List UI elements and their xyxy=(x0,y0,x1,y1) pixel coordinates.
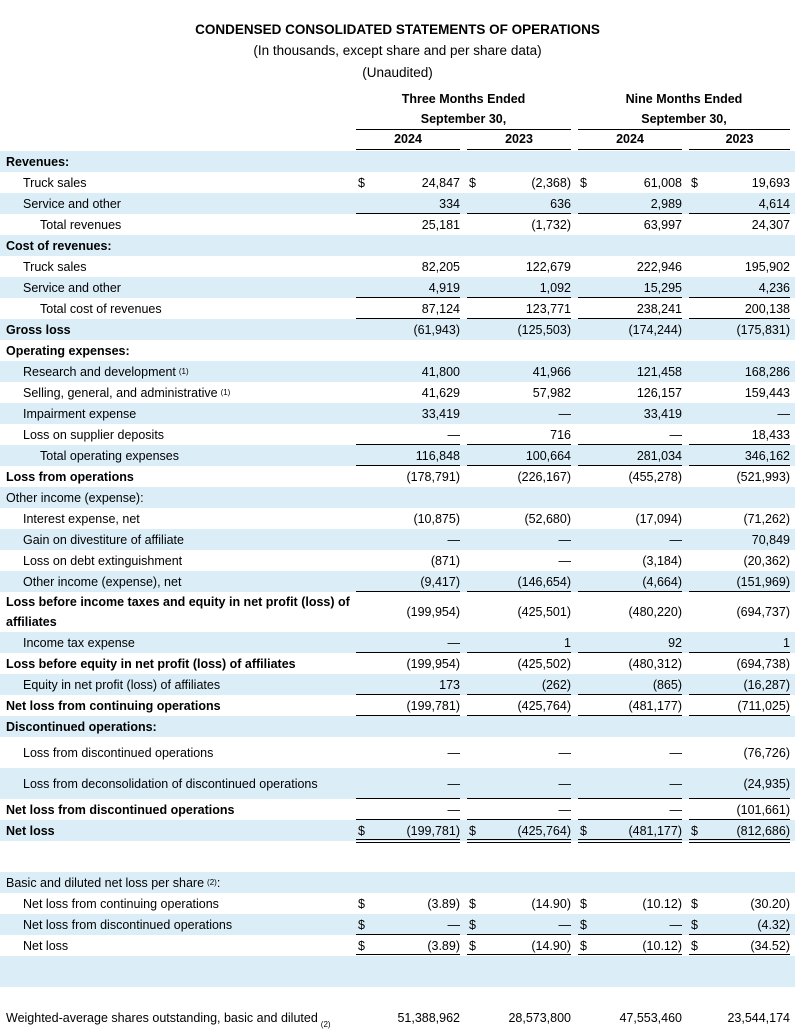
statement-row xyxy=(0,716,795,737)
row-label-text: Service and other xyxy=(23,196,121,211)
row-label-suffix: : xyxy=(216,875,221,890)
period-header-nine-months: Nine Months Ended xyxy=(625,92,743,106)
row-label xyxy=(23,508,140,529)
row-label xyxy=(23,935,68,956)
value-cell: (4,664) xyxy=(642,574,682,589)
row-label-text: Research and development xyxy=(23,364,176,379)
value-cell: (20,362) xyxy=(743,553,790,568)
value-cell: 126,157 xyxy=(636,385,682,400)
value-cell: (10,875) xyxy=(413,511,460,526)
row-label xyxy=(23,914,232,935)
statement-row xyxy=(0,653,795,674)
row-label-text: Other income (expense): xyxy=(6,490,144,505)
row-label xyxy=(23,737,213,768)
value-cell: (14.90) xyxy=(531,896,571,911)
value-cell: 1,092 xyxy=(539,280,571,295)
currency-symbol: $ xyxy=(469,896,476,911)
row-label-text: Operating expenses: xyxy=(6,343,130,358)
value-cell: (480,312) xyxy=(628,656,682,671)
row-label-text: Loss on debt extinguishment xyxy=(23,553,183,568)
row-label-text: Interest expense, net xyxy=(23,511,140,526)
year-rule xyxy=(356,149,460,150)
value-cell: (199,781) xyxy=(406,698,460,713)
statement-row xyxy=(0,737,795,768)
row-label xyxy=(6,151,69,172)
row-label-text: Loss before equity in net profit (loss) of affiliates xyxy=(6,656,296,671)
statement-row xyxy=(0,256,795,277)
value-cell: — xyxy=(669,802,682,817)
value-cell: (76,726) xyxy=(743,745,790,760)
statement-row xyxy=(0,935,795,956)
value-cell: (521,993) xyxy=(736,469,790,484)
value-cell: 18,433 xyxy=(751,427,790,442)
row-label-text: Net loss from continuing operations xyxy=(6,698,221,713)
value-cell: 1 xyxy=(783,635,790,650)
row-label-text: Income tax expense xyxy=(23,635,135,650)
row-label xyxy=(23,529,184,550)
value-cell: 123,771 xyxy=(525,301,571,316)
value-cell: (3.89) xyxy=(427,938,460,953)
value-cell: (24,935) xyxy=(743,776,790,791)
value-cell: — xyxy=(558,553,571,568)
row-label xyxy=(23,632,135,653)
value-cell: (425,501) xyxy=(517,605,571,619)
period-header-three-months-date: September 30, xyxy=(420,112,507,126)
value-cell: 716 xyxy=(550,427,571,442)
statement-row xyxy=(0,550,795,571)
value-cell: (175,831) xyxy=(736,322,790,337)
row-label-text: Total operating expenses xyxy=(40,448,179,463)
statement-row xyxy=(0,298,795,319)
value-cell: — xyxy=(447,532,460,547)
row-label: Research and development (1) xyxy=(23,364,189,379)
row-label-text: Net loss from discontinued operations xyxy=(6,802,235,817)
value-cell: 238,241 xyxy=(636,301,682,316)
value-cell: (199,954) xyxy=(406,605,460,619)
statement-row xyxy=(0,799,795,820)
row-label xyxy=(23,193,121,214)
value-cell: — xyxy=(447,917,460,932)
value-cell: 4,614 xyxy=(758,196,790,211)
row-label xyxy=(23,768,318,799)
row-label xyxy=(6,466,134,487)
row-label xyxy=(40,298,162,319)
currency-symbol: $ xyxy=(691,917,698,932)
row-label xyxy=(23,277,121,298)
value-cell: (694,737) xyxy=(736,605,790,619)
value-cell: 2,989 xyxy=(650,196,682,211)
row-label-text: Truck sales xyxy=(23,259,87,274)
statement-row xyxy=(0,214,795,235)
value-cell: — xyxy=(558,406,571,421)
statement-row xyxy=(0,424,795,445)
value-cell: (1,732) xyxy=(531,217,571,232)
value-cell: 222,946 xyxy=(636,259,682,274)
row-label xyxy=(6,340,130,361)
row-label-text: Loss before income taxes and equity in net profit (loss) of affiliates xyxy=(6,595,350,629)
value-cell: (10.12) xyxy=(642,896,682,911)
value-cell: 636 xyxy=(550,196,571,211)
value-cell: (14.90) xyxy=(531,938,571,953)
value-cell: 87,124 xyxy=(421,301,460,316)
value-cell: (199,954) xyxy=(406,656,460,671)
row-label-text: Discontinued operations: xyxy=(6,719,157,734)
statement-row xyxy=(0,172,795,193)
value-cell: 61,008 xyxy=(643,175,682,190)
value-cell: (52,680) xyxy=(524,511,571,526)
currency-symbol: $ xyxy=(691,938,698,953)
row-label xyxy=(6,820,55,841)
currency-symbol: $ xyxy=(469,175,476,190)
statement-row xyxy=(0,235,795,256)
value-cell: (694,738) xyxy=(736,656,790,671)
statement-row xyxy=(0,361,795,382)
row-label-text: Weighted-average shares outstanding, basic and diluted xyxy=(6,1011,318,1025)
value-cell: (61,943) xyxy=(413,322,460,337)
row-label-text: Net loss xyxy=(23,938,69,953)
row-label xyxy=(40,445,179,466)
currency-symbol: $ xyxy=(580,896,587,911)
row-label-text: Loss from discontinued operations xyxy=(23,745,214,760)
statement-row xyxy=(0,592,795,632)
value-cell: (2,368) xyxy=(531,175,571,190)
value-cell: 51,388,962 xyxy=(397,1011,460,1025)
value-cell: (865) xyxy=(652,677,682,692)
currency-symbol: $ xyxy=(580,938,587,953)
value-cell: 1 xyxy=(564,635,571,650)
row-label-text: Cost of revenues: xyxy=(6,238,112,253)
statement-row xyxy=(0,445,795,466)
value-cell: 28,573,800 xyxy=(508,1011,571,1025)
value-cell: (425,764) xyxy=(517,823,571,838)
statement-row xyxy=(0,466,795,487)
row-label-text: Loss on supplier deposits xyxy=(23,427,165,442)
value-cell: (146,654) xyxy=(517,574,571,589)
row-label xyxy=(6,319,71,340)
statement-row xyxy=(0,695,795,716)
value-cell: 63,997 xyxy=(643,217,682,232)
currency-symbol: $ xyxy=(358,823,365,838)
value-cell: 24,847 xyxy=(421,175,460,190)
value-cell: (125,503) xyxy=(517,322,571,337)
statement-row xyxy=(0,674,795,695)
row-label xyxy=(6,487,144,508)
statement-subtitle: (In thousands, except share and per share data) xyxy=(253,43,542,58)
row-label xyxy=(6,799,235,820)
value-cell: (34.52) xyxy=(750,938,790,953)
statement-row xyxy=(0,956,795,987)
value-cell: — xyxy=(669,776,682,791)
row-label xyxy=(6,592,351,632)
statement-title: CONDENSED CONSOLIDATED STATEMENTS OF OPERATIONS xyxy=(195,22,600,37)
value-cell: 23,544,174 xyxy=(727,1011,790,1025)
value-cell: (199,781) xyxy=(406,823,460,838)
value-cell: (16,287) xyxy=(743,677,790,692)
row-label xyxy=(23,403,136,424)
value-cell: — xyxy=(447,427,460,442)
value-cell: (425,502) xyxy=(517,656,571,671)
value-cell: 57,982 xyxy=(532,385,571,400)
year-rule xyxy=(578,149,682,150)
value-cell: (178,791) xyxy=(406,469,460,484)
row-label-text: Loss from operations xyxy=(6,469,134,484)
value-cell: — xyxy=(447,745,460,760)
value-cell: (455,278) xyxy=(628,469,682,484)
value-cell: 121,458 xyxy=(636,364,682,379)
row-label-text: Total cost of revenues xyxy=(40,301,162,316)
statement-row xyxy=(0,987,795,1027)
value-cell: 122,679 xyxy=(525,259,571,274)
value-cell: (10.12) xyxy=(642,938,682,953)
statement-row xyxy=(0,277,795,298)
value-cell: (151,969) xyxy=(736,574,790,589)
value-cell: 92 xyxy=(668,635,682,650)
year-header: 2024 xyxy=(394,132,422,146)
value-cell: (480,220) xyxy=(628,605,682,619)
row-label-text: Loss from deconsolidation of discontinued operations xyxy=(23,776,318,791)
period-header-three-months: Three Months Ended xyxy=(401,92,526,106)
row-label xyxy=(23,550,182,571)
value-cell: 24,307 xyxy=(751,217,790,232)
statement-row xyxy=(0,508,795,529)
statement-row xyxy=(0,872,795,893)
value-cell: 33,419 xyxy=(643,406,682,421)
statement-row xyxy=(0,914,795,935)
value-cell: 19,693 xyxy=(751,175,790,190)
value-cell: (174,244) xyxy=(628,322,682,337)
row-label-text: Total revenues xyxy=(40,217,122,232)
value-cell: (871) xyxy=(430,553,460,568)
row-label xyxy=(23,893,219,914)
currency-symbol: $ xyxy=(358,917,365,932)
value-cell: — xyxy=(558,917,571,932)
row-label xyxy=(6,235,112,256)
value-cell: — xyxy=(558,802,571,817)
currency-symbol: $ xyxy=(691,175,698,190)
year-header: 2023 xyxy=(505,132,533,146)
value-cell: (711,025) xyxy=(737,698,790,713)
value-cell: 41,800 xyxy=(421,364,460,379)
row-label-text: Equity in net profit (loss) of affiliates xyxy=(23,677,221,692)
value-cell: 82,205 xyxy=(421,259,460,274)
value-cell: (3,184) xyxy=(642,553,682,568)
currency-symbol: $ xyxy=(580,823,587,838)
value-cell: — xyxy=(669,745,682,760)
currency-symbol: $ xyxy=(469,917,476,932)
statement-row xyxy=(0,893,795,914)
currency-symbol: $ xyxy=(691,823,698,838)
row-label-text: Truck sales xyxy=(23,175,87,190)
value-cell: 159,443 xyxy=(744,385,790,400)
value-cell: (812,686) xyxy=(736,823,790,838)
value-cell: 70,849 xyxy=(751,532,790,547)
value-cell: — xyxy=(669,532,682,547)
row-label-text: Impairment expense xyxy=(23,406,137,421)
statement-row xyxy=(0,529,795,550)
row-label xyxy=(23,256,86,277)
row-label xyxy=(23,571,181,592)
value-cell: (17,094) xyxy=(635,511,682,526)
value-cell: (9,417) xyxy=(420,574,460,589)
value-cell: — xyxy=(558,532,571,547)
year-rule xyxy=(689,149,790,150)
value-cell: (71,262) xyxy=(743,511,790,526)
period-rule-nine-months xyxy=(578,129,790,130)
value-cell: — xyxy=(558,745,571,760)
year-header: 2023 xyxy=(725,132,754,146)
value-cell: 168,286 xyxy=(744,364,790,379)
row-label-text: Gross loss xyxy=(6,322,71,337)
value-cell: (481,177) xyxy=(628,698,682,713)
year-header: 2024 xyxy=(616,132,644,146)
value-cell: 195,902 xyxy=(744,259,790,274)
value-cell: 116,848 xyxy=(415,448,460,463)
value-cell: (4.32) xyxy=(757,917,790,932)
statement-row xyxy=(0,319,795,340)
value-cell: 200,138 xyxy=(744,301,790,316)
row-label xyxy=(23,172,86,193)
value-cell: (30.20) xyxy=(750,896,790,911)
value-cell: 4,919 xyxy=(428,280,460,295)
value-cell: 41,629 xyxy=(421,385,460,400)
row-label-text: Net loss from continuing operations xyxy=(23,896,219,911)
statement-row xyxy=(0,571,795,592)
value-cell: 33,419 xyxy=(421,406,460,421)
currency-symbol: $ xyxy=(469,823,476,838)
value-cell: (425,764) xyxy=(517,698,571,713)
value-cell: — xyxy=(447,776,460,791)
currency-symbol: $ xyxy=(358,938,365,953)
value-cell: (262) xyxy=(541,677,571,692)
currency-symbol: $ xyxy=(580,917,587,932)
row-label xyxy=(6,653,296,674)
currency-symbol: $ xyxy=(469,938,476,953)
unaudited-label: (Unaudited) xyxy=(362,65,433,80)
row-label: Selling, general, and administrative (1) xyxy=(23,385,231,400)
period-header-nine-months-date: September 30, xyxy=(641,112,727,126)
value-cell: — xyxy=(447,802,460,817)
currency-symbol: $ xyxy=(358,175,365,190)
row-label xyxy=(23,424,164,445)
value-cell: — xyxy=(669,427,682,442)
value-cell: (481,177) xyxy=(628,823,682,838)
row-label: Basic and diluted net loss per share (2) : xyxy=(6,875,221,890)
row-label xyxy=(6,716,157,737)
value-cell: 346,162 xyxy=(744,448,790,463)
value-cell: 47,553,460 xyxy=(619,1011,682,1025)
statement-row xyxy=(0,193,795,214)
value-cell: 334 xyxy=(439,196,460,211)
statement-row xyxy=(0,768,795,799)
row-label xyxy=(40,214,121,235)
value-cell: (101,661) xyxy=(736,802,790,817)
value-cell: (226,167) xyxy=(517,469,571,484)
value-cell: — xyxy=(777,406,790,421)
value-cell: 281,034 xyxy=(636,448,682,463)
statement-row xyxy=(0,382,795,403)
row-label-text: Revenues: xyxy=(6,154,70,169)
value-cell: 100,664 xyxy=(525,448,571,463)
value-cell: — xyxy=(558,776,571,791)
statement-row xyxy=(0,151,795,172)
row-label xyxy=(23,674,220,695)
value-cell: 173 xyxy=(439,677,460,692)
currency-symbol: $ xyxy=(580,175,587,190)
statement-row xyxy=(0,403,795,424)
value-cell: 15,295 xyxy=(643,280,682,295)
row-label xyxy=(6,695,221,716)
value-cell: 4,236 xyxy=(758,280,790,295)
row-label-text: Basic and diluted net loss per share xyxy=(6,875,205,890)
statement-row xyxy=(0,841,795,872)
value-cell: (3.89) xyxy=(427,896,460,911)
statement-row xyxy=(0,632,795,653)
row-label-text: Net loss from discontinued operations xyxy=(23,917,233,932)
row-label-text: Other income (expense), net xyxy=(23,574,182,589)
statement-row xyxy=(0,340,795,361)
value-cell: 41,966 xyxy=(532,364,571,379)
row-label-text: Service and other xyxy=(23,280,121,295)
statement-row xyxy=(0,487,795,508)
value-cell: — xyxy=(447,635,460,650)
row-label: Weighted-average shares outstanding, basic and diluted (2) xyxy=(6,1011,331,1029)
value-cell: 25,181 xyxy=(421,217,460,232)
currency-symbol: $ xyxy=(691,896,698,911)
period-rule-three-months xyxy=(356,129,571,130)
row-label-text: Gain on divestiture of affiliate xyxy=(23,532,184,547)
year-rule xyxy=(467,149,571,150)
statement-row xyxy=(0,820,795,841)
value-cell: — xyxy=(669,917,682,932)
row-label-text: Selling, general, and administrative xyxy=(23,385,218,400)
row-label-text: Net loss xyxy=(6,823,55,838)
currency-symbol: $ xyxy=(358,896,365,911)
